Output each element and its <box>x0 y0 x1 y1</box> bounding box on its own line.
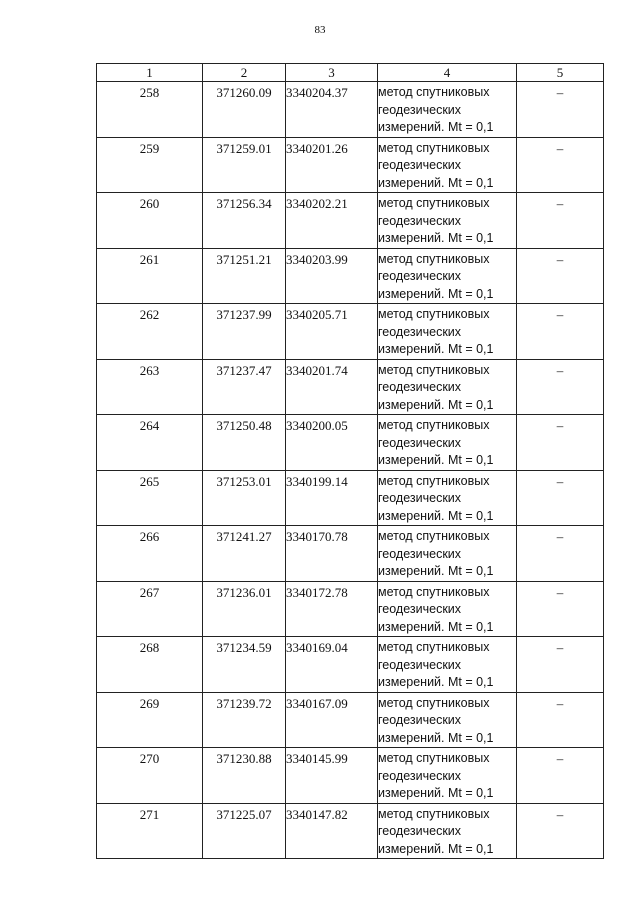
method-line: измерений. Mt = 0,1 <box>378 619 494 634</box>
method-line: измерений. Mt = 0,1 <box>378 508 494 523</box>
method-line: измерений. Mt = 0,1 <box>378 286 494 301</box>
y-coordinate-cell: 3340170.78 <box>286 526 378 582</box>
x-coordinate-cell: 371237.47 <box>203 359 286 415</box>
x-coordinate-cell: 371256.34 <box>203 193 286 249</box>
y-coordinate-cell: 3340201.74 <box>286 359 378 415</box>
coordinates-table <box>96 63 604 859</box>
method-line: метод спутниковых <box>378 196 490 210</box>
table-row <box>97 248 604 304</box>
y-coordinate-cell: 3340200.05 <box>286 415 378 471</box>
note-cell: – <box>517 359 604 415</box>
table-row <box>97 637 604 693</box>
x-coordinate-cell: 371237.99 <box>203 304 286 360</box>
note-cell: – <box>517 470 604 526</box>
x-coordinate-cell: 371230.88 <box>203 748 286 804</box>
x-coordinate-cell: 371259.01 <box>203 137 286 193</box>
method-line: измерений. Mt = 0,1 <box>378 453 494 467</box>
table-row <box>97 82 604 138</box>
table-header-row <box>97 64 604 82</box>
point-number-cell: 267 <box>97 581 203 637</box>
method-line: измерений. Mt = 0,1 <box>378 675 494 689</box>
method-line: геодезических <box>378 213 462 228</box>
method-line: геодезических <box>378 380 462 394</box>
note-cell: – <box>517 803 604 859</box>
x-coordinate-cell: 371253.01 <box>203 470 286 526</box>
y-coordinate-cell: 3340145.99 <box>286 748 378 804</box>
method-cell <box>378 637 517 693</box>
method-cell <box>378 803 517 859</box>
point-number-cell: 264 <box>97 415 203 471</box>
header-col-3: 3 <box>286 64 378 82</box>
method-line: метод спутниковых <box>378 584 490 599</box>
x-coordinate-cell: 371260.09 <box>203 82 286 138</box>
method-line: измерений. Mt = 0,1 <box>378 231 494 245</box>
method-line: метод спутниковых <box>378 751 490 765</box>
x-coordinate-cell: 371236.01 <box>203 581 286 637</box>
method-line: геодезических <box>378 713 462 727</box>
x-coordinate-cell: 371234.59 <box>203 637 286 693</box>
y-coordinate-cell: 3340199.14 <box>286 470 378 526</box>
method-line: геодезических <box>378 158 462 172</box>
note-cell: – <box>517 304 604 360</box>
method-line: геодезических <box>378 768 462 783</box>
method-cell <box>378 692 517 748</box>
point-number-cell: 266 <box>97 526 203 582</box>
method-line: метод спутниковых <box>378 140 490 155</box>
table-row <box>97 748 604 804</box>
y-coordinate-cell: 3340172.78 <box>286 581 378 637</box>
method-line: измерений. Mt = 0,1 <box>378 730 494 745</box>
method-cell <box>378 581 517 637</box>
method-cell <box>378 748 517 804</box>
method-line: метод спутниковых <box>378 529 490 543</box>
method-line: измерений. Mt = 0,1 <box>378 342 494 356</box>
y-coordinate-cell: 3340203.99 <box>286 248 378 304</box>
y-coordinate-cell: 3340147.82 <box>286 803 378 859</box>
note-cell: – <box>517 692 604 748</box>
method-line: геодезических <box>378 435 462 450</box>
point-number-cell: 260 <box>97 193 203 249</box>
method-line: измерений. Mt = 0,1 <box>378 841 494 856</box>
table-row <box>97 581 604 637</box>
table-row <box>97 415 604 471</box>
y-coordinate-cell: 3340205.71 <box>286 304 378 360</box>
method-line: измерений. Mt = 0,1 <box>378 120 494 134</box>
header-col-5: 5 <box>517 64 604 82</box>
header-col-1: 1 <box>97 64 203 82</box>
table-row <box>97 137 604 193</box>
table-row <box>97 193 604 249</box>
method-line: геодезических <box>378 102 462 117</box>
header-col-2: 2 <box>203 64 286 82</box>
table-row <box>97 803 604 859</box>
point-number-cell: 259 <box>97 137 203 193</box>
table-row <box>97 692 604 748</box>
x-coordinate-cell: 371239.72 <box>203 692 286 748</box>
x-coordinate-cell: 371225.07 <box>203 803 286 859</box>
method-line: измерений. Mt = 0,1 <box>378 786 494 800</box>
note-cell: – <box>517 637 604 693</box>
method-line: измерений. Mt = 0,1 <box>378 397 494 412</box>
y-coordinate-cell: 3340204.37 <box>286 82 378 138</box>
method-line: геодезических <box>378 324 462 339</box>
point-number-cell: 261 <box>97 248 203 304</box>
header-col-4: 4 <box>378 64 517 82</box>
x-coordinate-cell: 371241.27 <box>203 526 286 582</box>
point-number-cell: 262 <box>97 304 203 360</box>
method-cell <box>378 137 517 193</box>
method-line: метод спутниковых <box>378 806 490 821</box>
method-line: метод спутниковых <box>378 307 490 321</box>
method-cell <box>378 248 517 304</box>
method-cell <box>378 359 517 415</box>
table-row <box>97 526 604 582</box>
note-cell: – <box>517 193 604 249</box>
method-cell <box>378 415 517 471</box>
note-cell: – <box>517 415 604 471</box>
note-cell: – <box>517 748 604 804</box>
point-number-cell: 270 <box>97 748 203 804</box>
y-coordinate-cell: 3340169.04 <box>286 637 378 693</box>
x-coordinate-cell: 371251.21 <box>203 248 286 304</box>
point-number-cell: 263 <box>97 359 203 415</box>
note-cell: – <box>517 137 604 193</box>
table-row <box>97 359 604 415</box>
table-row <box>97 304 604 360</box>
x-coordinate-cell: 371250.48 <box>203 415 286 471</box>
table-body <box>97 82 604 859</box>
method-cell <box>378 304 517 360</box>
note-cell: – <box>517 248 604 304</box>
method-line: геодезических <box>378 657 462 672</box>
point-number-cell: 265 <box>97 470 203 526</box>
point-number-cell: 269 <box>97 692 203 748</box>
method-cell <box>378 193 517 249</box>
y-coordinate-cell: 3340202.21 <box>286 193 378 249</box>
method-line: измерений. Mt = 0,1 <box>378 564 494 578</box>
method-line: геодезических <box>378 269 462 283</box>
point-number-cell: 258 <box>97 82 203 138</box>
method-line: измерений. Mt = 0,1 <box>378 175 494 190</box>
method-line: геодезических <box>378 546 462 561</box>
method-line: геодезических <box>378 491 462 505</box>
method-cell <box>378 82 517 138</box>
method-line: метод спутниковых <box>378 362 490 377</box>
method-line: метод спутниковых <box>378 695 490 710</box>
note-cell: – <box>517 526 604 582</box>
note-cell: – <box>517 82 604 138</box>
method-line: метод спутниковых <box>378 251 490 266</box>
method-cell <box>378 526 517 582</box>
note-cell: – <box>517 581 604 637</box>
y-coordinate-cell: 3340201.26 <box>286 137 378 193</box>
method-cell <box>378 470 517 526</box>
page-number: 83 <box>314 24 326 36</box>
method-line: геодезических <box>378 824 462 838</box>
method-line: геодезических <box>378 602 462 616</box>
method-line: метод спутниковых <box>378 640 490 654</box>
method-line: метод спутниковых <box>378 473 490 488</box>
table-row <box>97 470 604 526</box>
point-number-cell: 271 <box>97 803 203 859</box>
method-line: метод спутниковых <box>378 85 490 99</box>
y-coordinate-cell: 3340167.09 <box>286 692 378 748</box>
method-line: метод спутниковых <box>378 418 490 432</box>
point-number-cell: 268 <box>97 637 203 693</box>
